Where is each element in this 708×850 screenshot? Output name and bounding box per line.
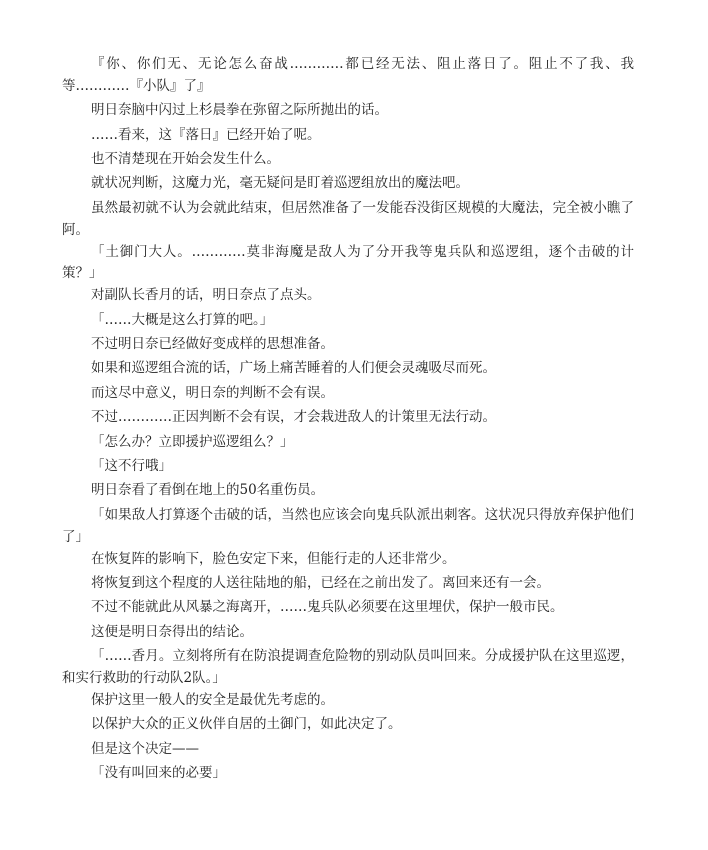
paragraph: 不过…………正因判断不会有误，才会栽进敌人的计策里无法行动。 bbox=[91, 409, 496, 426]
paragraph: 就状况判断，这魔力光，毫无疑问是盯着巡逻组放出的魔法吧。 bbox=[91, 175, 469, 192]
paragraph: 如果和巡逻组合流的话，广场上痛苦睡着的人们便会灵魂吸尽而死。 bbox=[91, 360, 496, 377]
paragraph: 「如果敌人打算逐个击破的话，当然也应该会向鬼兵队派出刺客。这状况只得放弃保护他们了」 bbox=[62, 506, 634, 545]
paragraph: 这便是明日奈得出的结论。 bbox=[91, 623, 253, 640]
paragraph: 「……大概是这么打算的吧。」 bbox=[91, 311, 274, 328]
paragraph: 将恢复到这个程度的人送往陆地的船，已经在之前出发了。离回来还有一会。 bbox=[91, 575, 550, 591]
paragraph: 明日奈脑中闪过上杉晨拳在弥留之际所抛出的话。 bbox=[91, 102, 388, 119]
paragraph: 「土御门大人。…………莫非海魔是敌人为了分开我等鬼兵队和巡逻组，逐个击破的计策？」 bbox=[62, 243, 634, 282]
paragraph: 「……香月。立刻将所有在防浪提调查危险物的别动队员叫回来。分成援护队在这里巡逻，和实行救助的行动队2队。」 bbox=[62, 648, 634, 686]
paragraph: 对副队长香月的话，明日奈点了点头。 bbox=[91, 287, 321, 304]
paragraph: 保护这里一般人的安全是最优先考虑的。 bbox=[91, 691, 334, 708]
paragraph: 但是这个决定—— bbox=[91, 740, 199, 757]
paragraph: 「怎么办？立即援护巡逻组么？」 bbox=[91, 433, 294, 450]
paragraph: 也不清楚现在开始会发生什么。 bbox=[91, 150, 280, 167]
paragraph: 而这尽中意义，明日奈的判断不会有误。 bbox=[91, 384, 334, 401]
paragraph: 在恢复阵的影响下，脸色安定下来，但能行走的人还非常少。 bbox=[91, 550, 456, 567]
paragraph: 不过明日奈已经做好变成样的思想准备。 bbox=[91, 336, 334, 353]
paragraph: 『你、你们无、无论怎么奋战…………都已经无法、阻止落日了。阻止不了我、我等…………『小队』了』 bbox=[62, 56, 634, 94]
paragraph: 虽然最初就不认为会就此结束，但居然准备了一发能吞没街区规模的大魔法，完全被小瞧了阿。 bbox=[62, 199, 634, 238]
paragraph: 明日奈看了看倒在地上的50名重伤员。 bbox=[91, 482, 325, 499]
paragraph: ……看来，这『落日』已经开始了呢。 bbox=[91, 126, 321, 143]
paragraph: 「没有叫回来的必要」 bbox=[91, 765, 226, 782]
paragraph: 不过不能就此从风暴之海离开，……鬼兵队必须要在这里埋伏，保护一般市民。 bbox=[91, 599, 564, 616]
paragraph: 「这不行哦」 bbox=[91, 458, 172, 475]
document-page bbox=[62, 54, 634, 788]
paragraph: 以保护大众的正义伙伴自居的土御门，如此决定了。 bbox=[91, 716, 402, 733]
